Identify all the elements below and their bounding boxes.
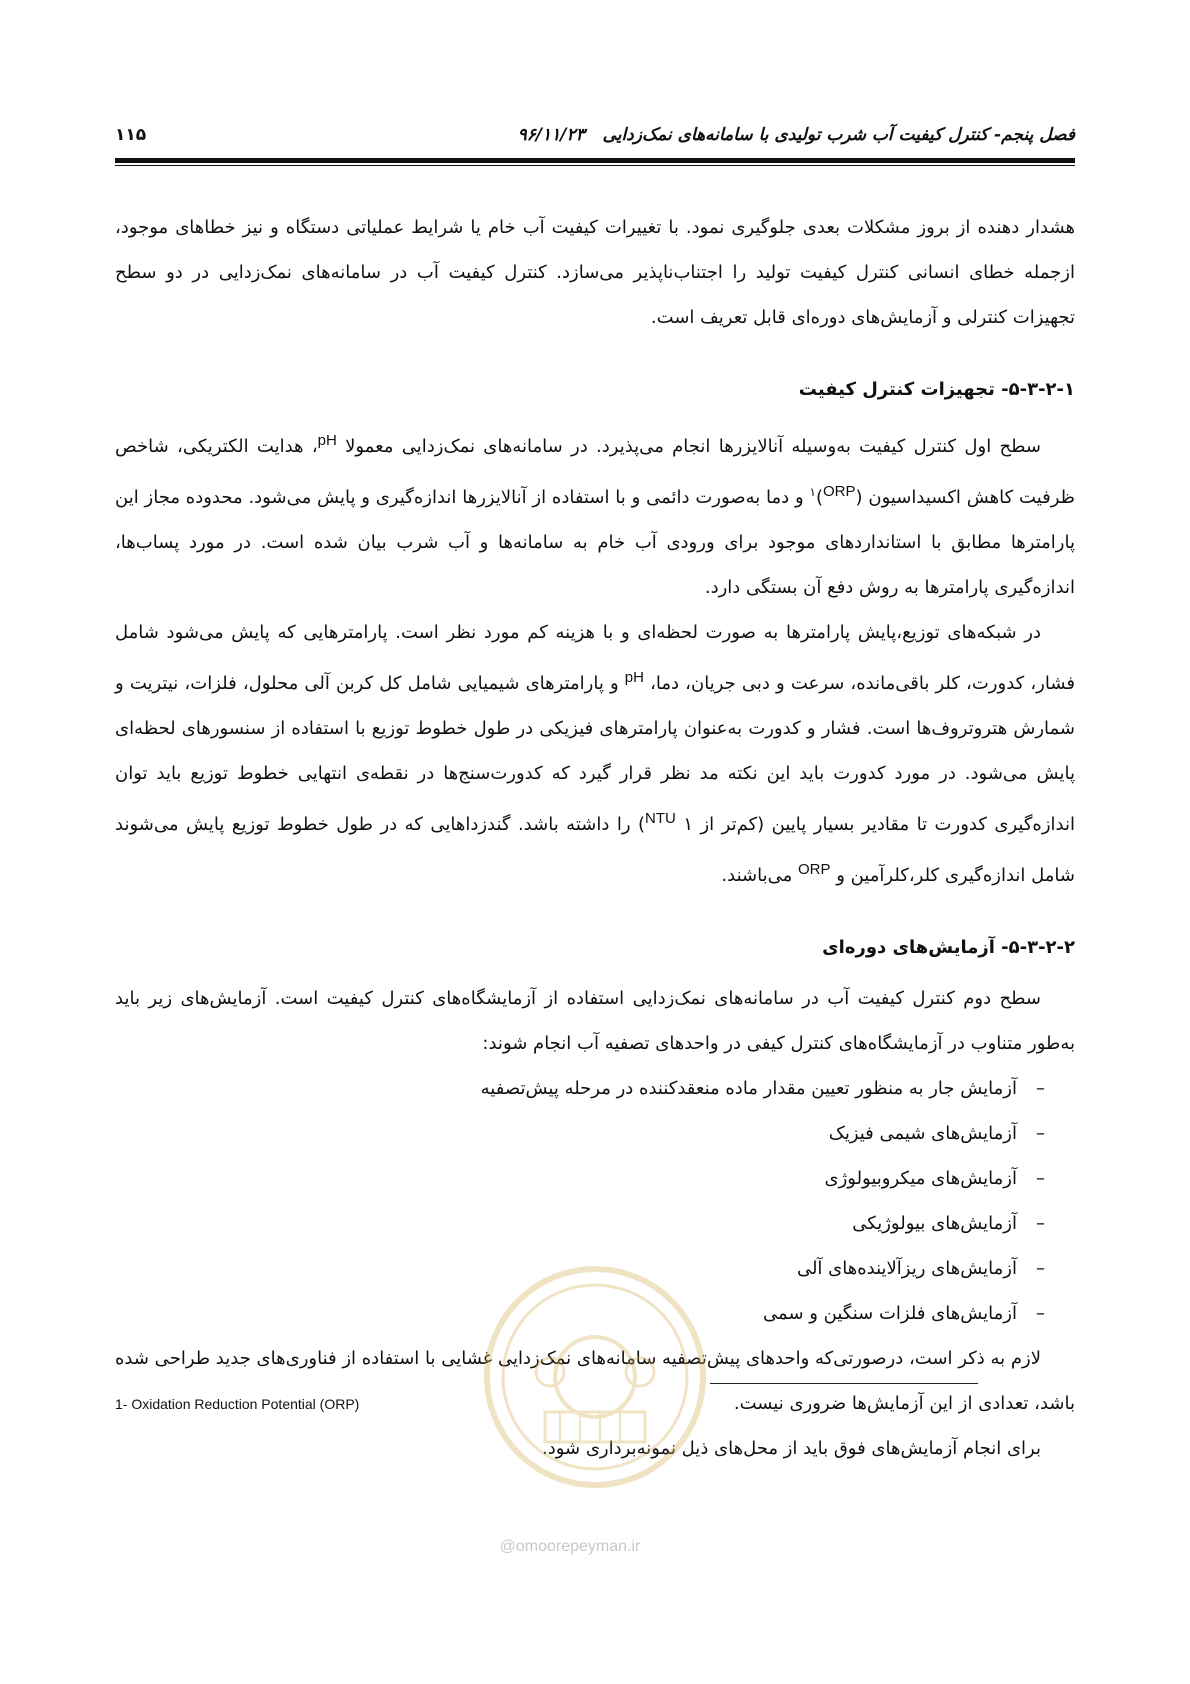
header-date: ۹۶/۱۱/۲۳ <box>517 125 585 145</box>
ph-term-2: pH <box>624 669 644 686</box>
page-number: ۱۱۵ <box>115 125 147 145</box>
header-rule <box>115 158 1075 166</box>
list-item <box>115 1201 1045 1246</box>
bullet-dash: – <box>1036 1303 1045 1324</box>
section2-paragraph-1: سطح دوم کنترل کیفیت آب در سامانه‌های نمک‌زدایی استفاده از آزمایشگاه‌های کنترل کیفیت است. آزمایش‌های زیر باید به‌طور متناوب در آزمایشگاه‌های کنترل کیفی در واحدهای تصفیه آب انجام شوند: <box>115 988 1075 1054</box>
ntu-term: NTU <box>645 810 676 827</box>
tests-list <box>115 1066 1075 1336</box>
section2-paragraph-2: لازم به ذکر است، درصورتی‌که واحدهای پیش‌تصفیه سامانه‌های نمک‌زدایی غشایی با استفاده از فناوری‌های جدید طراحی شده باشد، تعدادی از این آزمایش‌ها ضروری نیست. <box>115 1348 1075 1414</box>
list-item <box>115 1156 1045 1201</box>
orp-term-2: ORP <box>797 861 831 878</box>
page-body <box>115 205 1075 1471</box>
section-heading-quality-equipment: ۵-۳-۲-۱- تجهیزات کنترل کیفیت <box>798 379 1075 400</box>
watermark-url: @omoorepeyman.ir <box>499 1538 641 1555</box>
list-item-text: آزمایش جار به منظور تعیین مقدار ماده منعقدکننده در مرحله پیش‌تصفیه <box>480 1078 1017 1099</box>
list-item <box>115 1291 1045 1336</box>
ph-term: pH <box>317 432 337 449</box>
footnote-text: 1- Oxidation Reduction Potential (ORP) <box>115 1396 360 1412</box>
chapter-title <box>518 125 1075 145</box>
section2-paragraph-3: برای انجام آزمایش‌های فوق باید از محل‌های ذیل نمونه‌برداری شود. <box>542 1438 1041 1459</box>
s1p1-text-b: ، هدایت الکتریکی، شاخص ظرفیت کاهش اکسیداسیون ( <box>115 436 1075 508</box>
orp-term: ORP <box>823 483 856 500</box>
bullet-dash: – <box>1036 1258 1045 1279</box>
chapter-title-text: فصل پنجم- کنترل کیفیت آب شرب تولیدی با سامانه‌های نمک‌زدایی <box>602 125 1075 145</box>
footnote-marker: ۱ <box>809 485 816 499</box>
s1p2-text-a: در شبکه‌های توزیع،پایش پارامترها به صورت لحظه‌ای و با هزینه کم مورد نظر است. پارامترهایی که پایش می‌شود شامل فشار، کدورت، کلر باقی‌مانده، سرعت و دبی جریان، دما، <box>115 622 1075 694</box>
intro-paragraph: هشدار دهنده از بروز مشکلات بعدی جلوگیری نمود. با تغییرات کیفیت آب خام یا شرایط عملیاتی دستگاه و نیز خطاهای موجود، ازجمله خطای انسانی کنترل کیفیت تولید را اجتناب‌ناپذیر می‌سازد. کنترل کیفیت آب در سامانه‌های نمک‌زدایی در دو سطح تجهیزات کنترلی و آزمایش‌های دوره‌ای قابل تعریف است. <box>115 217 1075 328</box>
footnote-rule <box>710 1383 978 1384</box>
s1p2-text-d: می‌باشند. <box>721 865 798 886</box>
bullet-dash: – <box>1036 1168 1045 1189</box>
list-item <box>115 1111 1045 1156</box>
list-item-text: آزمایش‌های ریزآلاینده‌های آلی <box>796 1258 1017 1279</box>
s1p1-text-d: و دما به‌صورت دائمی و با استفاده از آنالایزرها اندازه‌گیری و پایش می‌شود. محدوده مجاز این پارامترها مطابق با استانداردهای موجود برای ورودی آب خام به سامانه‌ها و آب شرب بیان شده است. در مورد پساب‌ها، اندازه‌گیری پارامترها به روش دفع آن بستگی دارد. <box>115 487 1075 598</box>
s1p1-text-c: ) <box>815 487 823 508</box>
section-heading-periodic-tests: ۵-۳-۲-۲- آزمایش‌های دوره‌ای <box>822 937 1075 958</box>
list-item-text: آزمایش‌های فلزات سنگین و سمی <box>763 1303 1017 1324</box>
section1-paragraph-1 <box>115 418 1075 610</box>
s1p2-text-b: و پارامترهای شیمیایی شامل کل کربن آلی محلول، فلزات، نیتریت و شمارش هتروتروف‌ها است. فشار و کدورت به‌عنوان پارامترهای فیزیکی در طول خطوط توزیع با استفاده از سنسورهای لحظه‌ای پایش می‌شود. در مورد کدورت باید این نکته مد نظر قرار گیرد که کدورت‌سنج‌ها در نقطه‌ی انتهایی خطوط توزیع باید توان اندازه‌گیری کدورت تا مقادیر بسیار پایین (کم‌تر از ۱ <box>115 673 1075 835</box>
list-item <box>115 1066 1045 1111</box>
list-item-text: آزمایش‌های بیولوژیکی <box>852 1213 1017 1234</box>
bullet-dash: – <box>1036 1078 1045 1099</box>
list-item-text: آزمایش‌های شیمی فیزیک <box>828 1123 1017 1144</box>
s1p2-text-c: ) را داشته باشد. گندزداهایی که در طول خطوط توزیع پایش می‌شوند شامل اندازه‌گیری کلر،کلرآمین و <box>115 814 1075 886</box>
page-header <box>115 120 1075 150</box>
section1-paragraph-2 <box>115 610 1075 898</box>
s1p1-text-a: سطح اول کنترل کیفیت به‌وسیله آنالایزرها انجام می‌پذیرد. در سامانه‌های نمک‌زدایی معمولا <box>336 436 1041 457</box>
list-item-text: آزمایش‌های میکروبیولوژی <box>824 1168 1017 1189</box>
list-item <box>115 1246 1045 1291</box>
bullet-dash: – <box>1036 1213 1045 1234</box>
bullet-dash: – <box>1036 1123 1045 1144</box>
